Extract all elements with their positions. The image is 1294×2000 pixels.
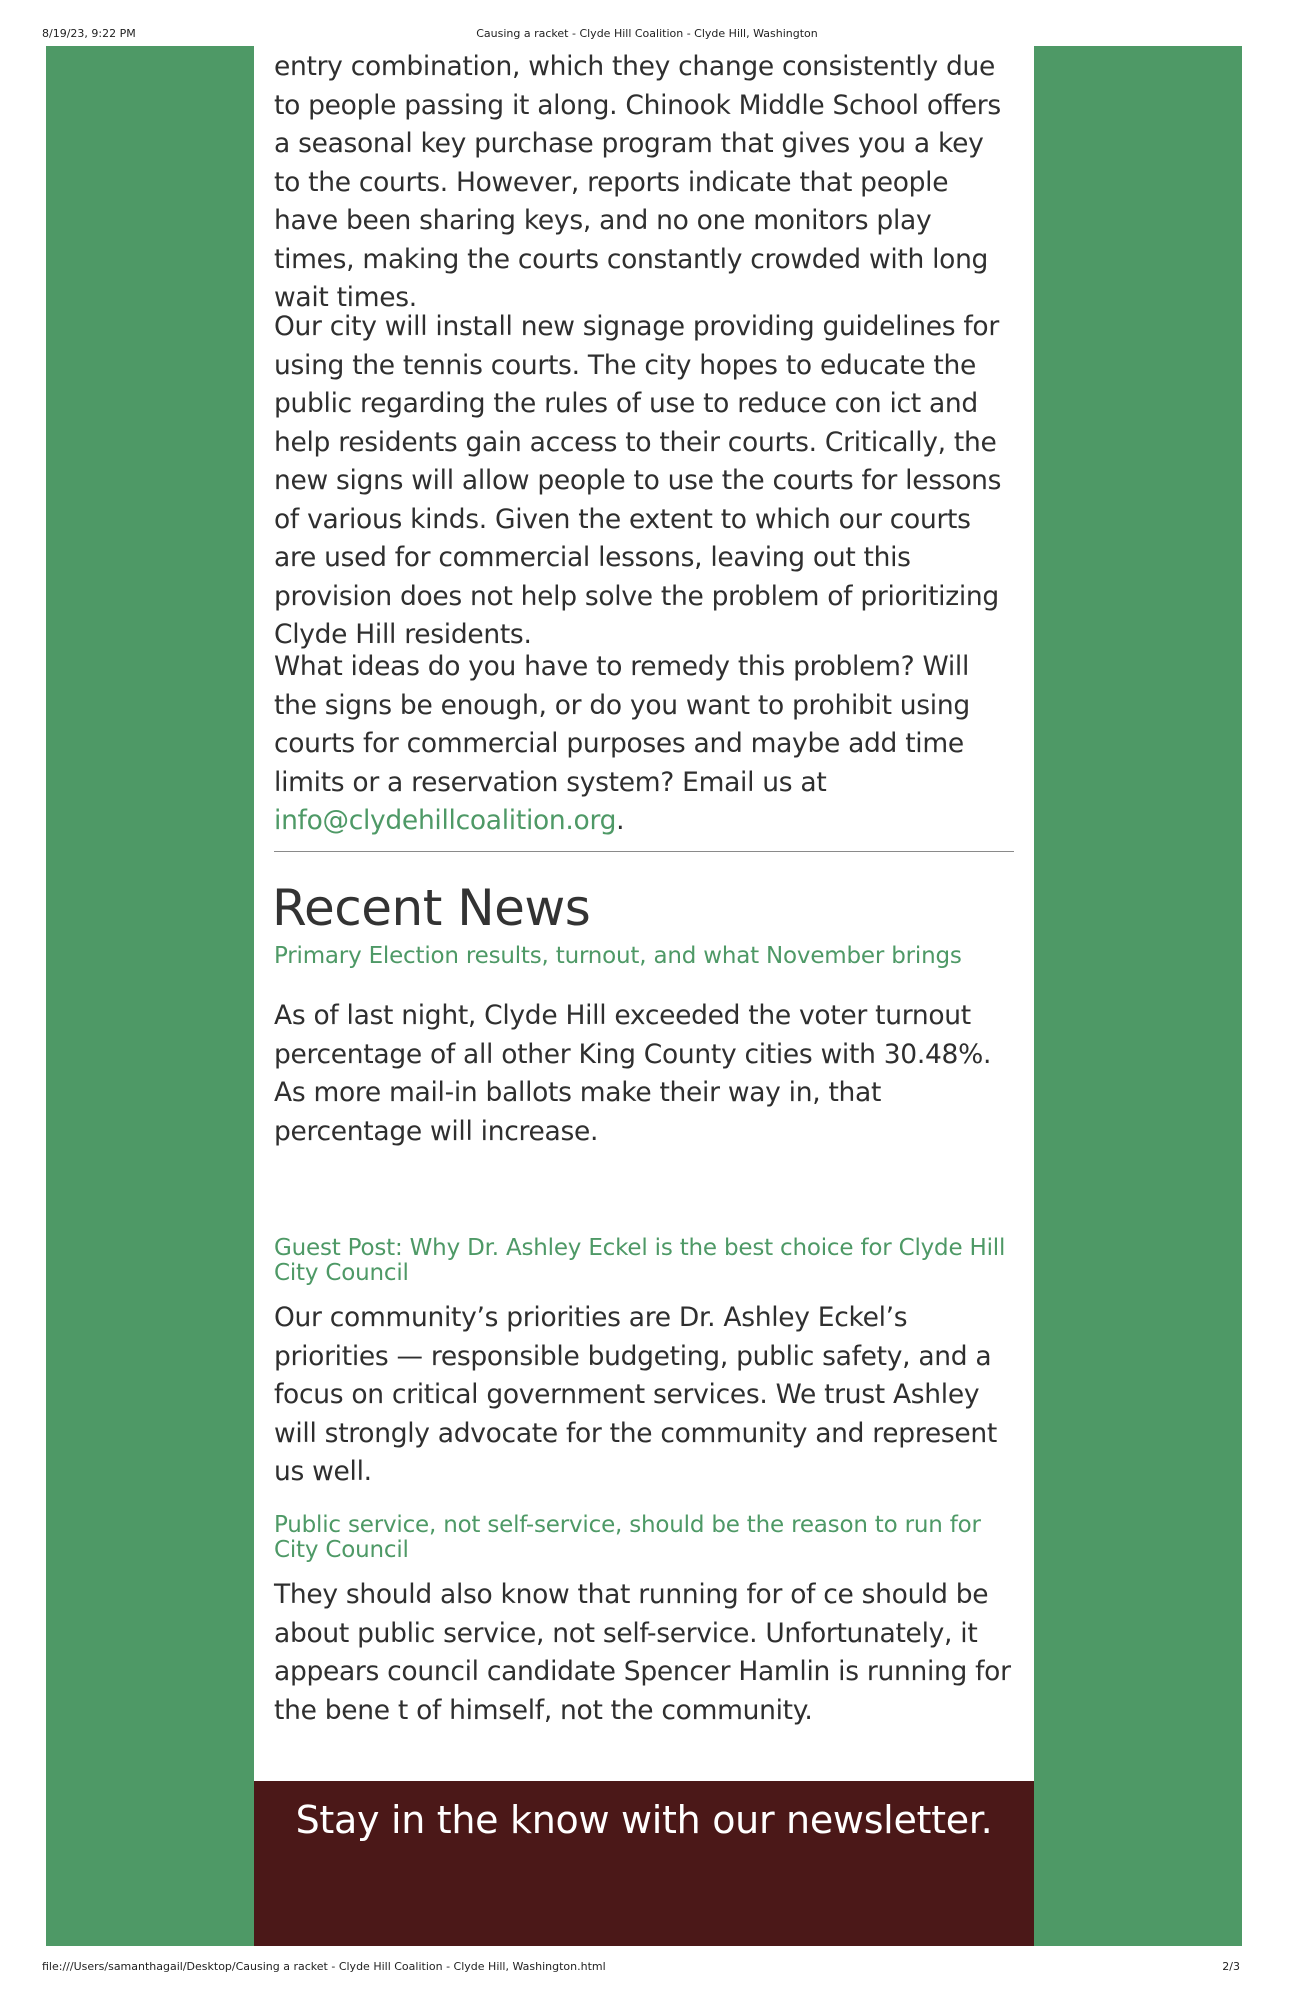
news-item-title-link[interactable]: Primary Election results, turnout, and what November brings <box>274 943 962 969</box>
recent-news-heading: Recent News <box>272 879 591 937</box>
news-item-excerpt: Our community’s priorities are Dr. Ashley Eckel’s priorities — responsible budgeting, public safety, and a focus on critical government services. We trust Ashley will strongly advocate for the community and represent us well. <box>274 1302 997 1487</box>
article-paragraph-3-block <box>274 648 1014 841</box>
news-item <box>274 944 1014 1151</box>
news-item-title-link[interactable]: Public service, not self-service, should be the reason to run for City Council <box>274 1512 981 1563</box>
news-item-excerpt: They should also know that running for of ce should be about public service, not self-service. Unfortunately, it appears council candidate Spencer Hamlin is running for the bene t of himself, not the community. <box>274 1579 1011 1726</box>
cta-text: What ideas do you have to remedy this problem? Will the signs be enough, or do you want to prohibit using courts for commercial purposes and maybe add time limits or a reservation system? Email us at <box>274 651 970 798</box>
article-paragraph: entry combination, which they change consistently due to people passing it along. Chinook Middle School offers a seasonal key purchase program that gives you a key to the courts. However, reports indicate that people have been sharing keys, and no one monitors play times, making the courts constantly crowded with long wait times. <box>274 51 1001 313</box>
print-footer <box>0 1960 1294 1974</box>
print-file-url: file:///Users/samanthagail/Desktop/Causing a racket - Clyde Hill Coalition - Clyde Hill, Washington.html <box>42 1960 606 1973</box>
print-page-number: 2/3 <box>1222 1960 1240 1973</box>
newsletter-heading: Stay in the know with our newsletter. <box>295 1798 993 1842</box>
print-date: 8/19/23, 9:22 PM <box>42 27 136 40</box>
cta-period: . <box>616 805 625 836</box>
article-paragraph: Our city will install new signage providing guidelines for using the tennis courts. The city hopes to educate the public regarding the rules of use to reduce con ict and help residents gain access to their courts. Critically, the new signs will allow people to use the courts for lessons of various kinds. Given the extent to which our courts are used for commercial lessons, leaving out this provision does not help solve the problem of prioritizing Clyde Hill residents. <box>274 311 1002 650</box>
newsletter-section <box>254 1781 1034 1946</box>
section-divider <box>274 851 1014 852</box>
article-paragraph-2-block <box>274 308 1014 655</box>
news-item <box>274 1236 1014 1492</box>
news-item <box>274 1513 1014 1730</box>
email-link[interactable]: info@clydehillcoalition.org <box>274 805 617 836</box>
print-header <box>0 27 1294 41</box>
news-item-excerpt: As of last night, Clyde Hill exceeded the voter turnout percentage of all other King County cities with 30.48%. As more mail-in ballots make their way in, that percentage will increase. <box>274 1000 992 1147</box>
news-item-title-link[interactable]: Guest Post: Why Dr. Ashley Eckel is the best choice for Clyde Hill City Council <box>274 1235 1006 1286</box>
article-paragraph-cta <box>274 648 1014 841</box>
article-paragraph-1-block <box>274 48 1014 318</box>
print-page-title: Causing a racket - Clyde Hill Coalition - Clyde Hill, Washington <box>476 27 818 40</box>
content-column <box>254 46 1034 1781</box>
